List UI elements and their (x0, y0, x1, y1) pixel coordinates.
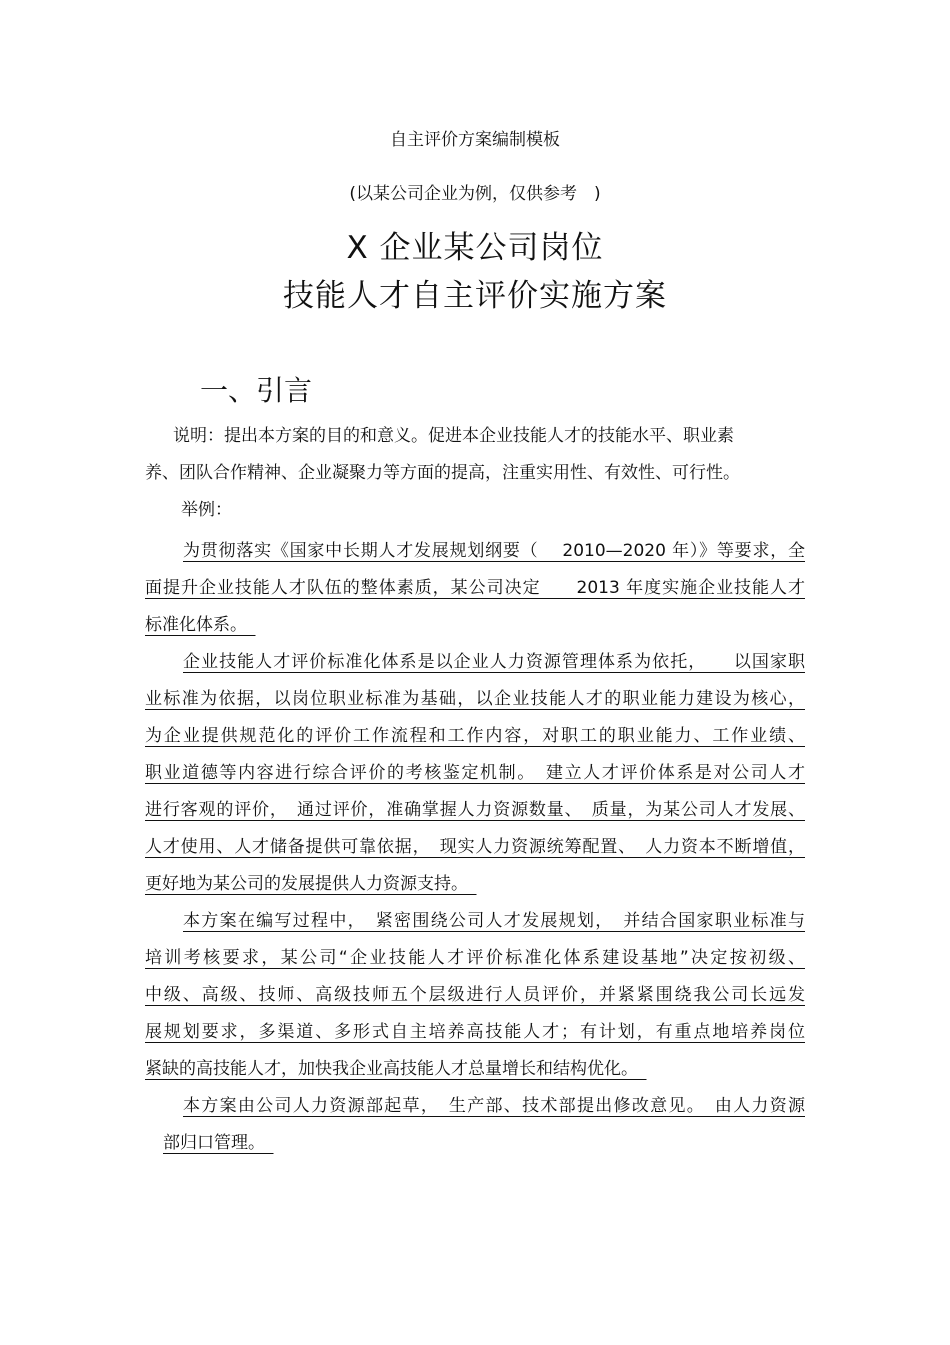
paragraph-line: 为企业提供规范化的评价工作流程和工作内容，对职工的职业能力、工作业绩、 (145, 726, 805, 746)
paragraph-line: 部归口管理。 (163, 1133, 274, 1153)
paragraph-line: 更好地为某公司的发展提供人力资源支持。 (145, 874, 477, 894)
paragraph-line: 人才使用、人才储备提供可靠依据， 现实人力资源统筹配置、 人力资本不断增值， (145, 837, 805, 857)
section-heading: 一、引言 (200, 374, 313, 407)
paragraph-line: 标准化体系。 (145, 615, 256, 635)
example-note: (以某公司企业为例，仅供参考 ) (349, 184, 601, 204)
paragraph-line: 面提升企业技能人才队伍的整体素质，某公司决定 2013 年度实施企业技能人才 (145, 578, 805, 598)
paragraph-line: 中级、高级、技师、高级技师五个层级进行人员评价，并紧紧围绕我公司长远发 (145, 985, 805, 1005)
paragraph-line: 展规划要求，多渠道、多形式自主培养高技能人才；有计划，有重点地培养岗位 (145, 1022, 805, 1042)
paragraph-line: 进行客观的评价， 通过评价，准确掌握人力资源数量、 质量，为某公司人才发展、 (145, 800, 805, 820)
main-title-line-2: 技能人才自主评价实施方案 (283, 278, 667, 314)
paragraph-line: 业标准为依据，以岗位职业标准为基础，以企业技能人才的职业能力建设为核心， (145, 689, 805, 709)
main-title-line-1: X 企业某公司岗位 (346, 230, 604, 266)
paragraph-line: 本方案由公司人力资源部起草， 生产部、技术部提出修改意见。 由人力资源 (183, 1096, 805, 1116)
paragraph-line: 紧缺的高技能人才，加快我企业高技能人才总量增长和结构优化。 (145, 1059, 647, 1079)
paragraph-line: 为贯彻落实《国家中长期人才发展规划纲要（ 2010—2020 年）》等要求，全 (183, 541, 805, 561)
explanation-line: 说明：提出本方案的目的和意义。促进本企业技能人才的技能水平、职业素 (173, 426, 734, 446)
template-title: 自主评价方案编制模板 (390, 130, 560, 150)
example-label: 举例： (181, 500, 232, 520)
paragraph-line: 职业道德等内容进行综合评价的考核鉴定机制。 建立人才评价体系是对公司人才 (145, 763, 805, 783)
paragraph-line: 企业技能人才评价标准化体系是以企业人力资源管理体系为依托， 以国家职 (183, 652, 805, 672)
explanation-line: 养、团队合作精神、企业凝聚力等方面的提高，注重实用性、有效性、可行性。 (145, 463, 740, 483)
paragraph-line: 培训考核要求，某公司“企业技能人才评价标准化体系建设基地”决定按初级、 (145, 948, 805, 968)
paragraph-line: 本方案在编写过程中， 紧密围绕公司人才发展规划， 并结合国家职业标准与 (183, 911, 805, 931)
